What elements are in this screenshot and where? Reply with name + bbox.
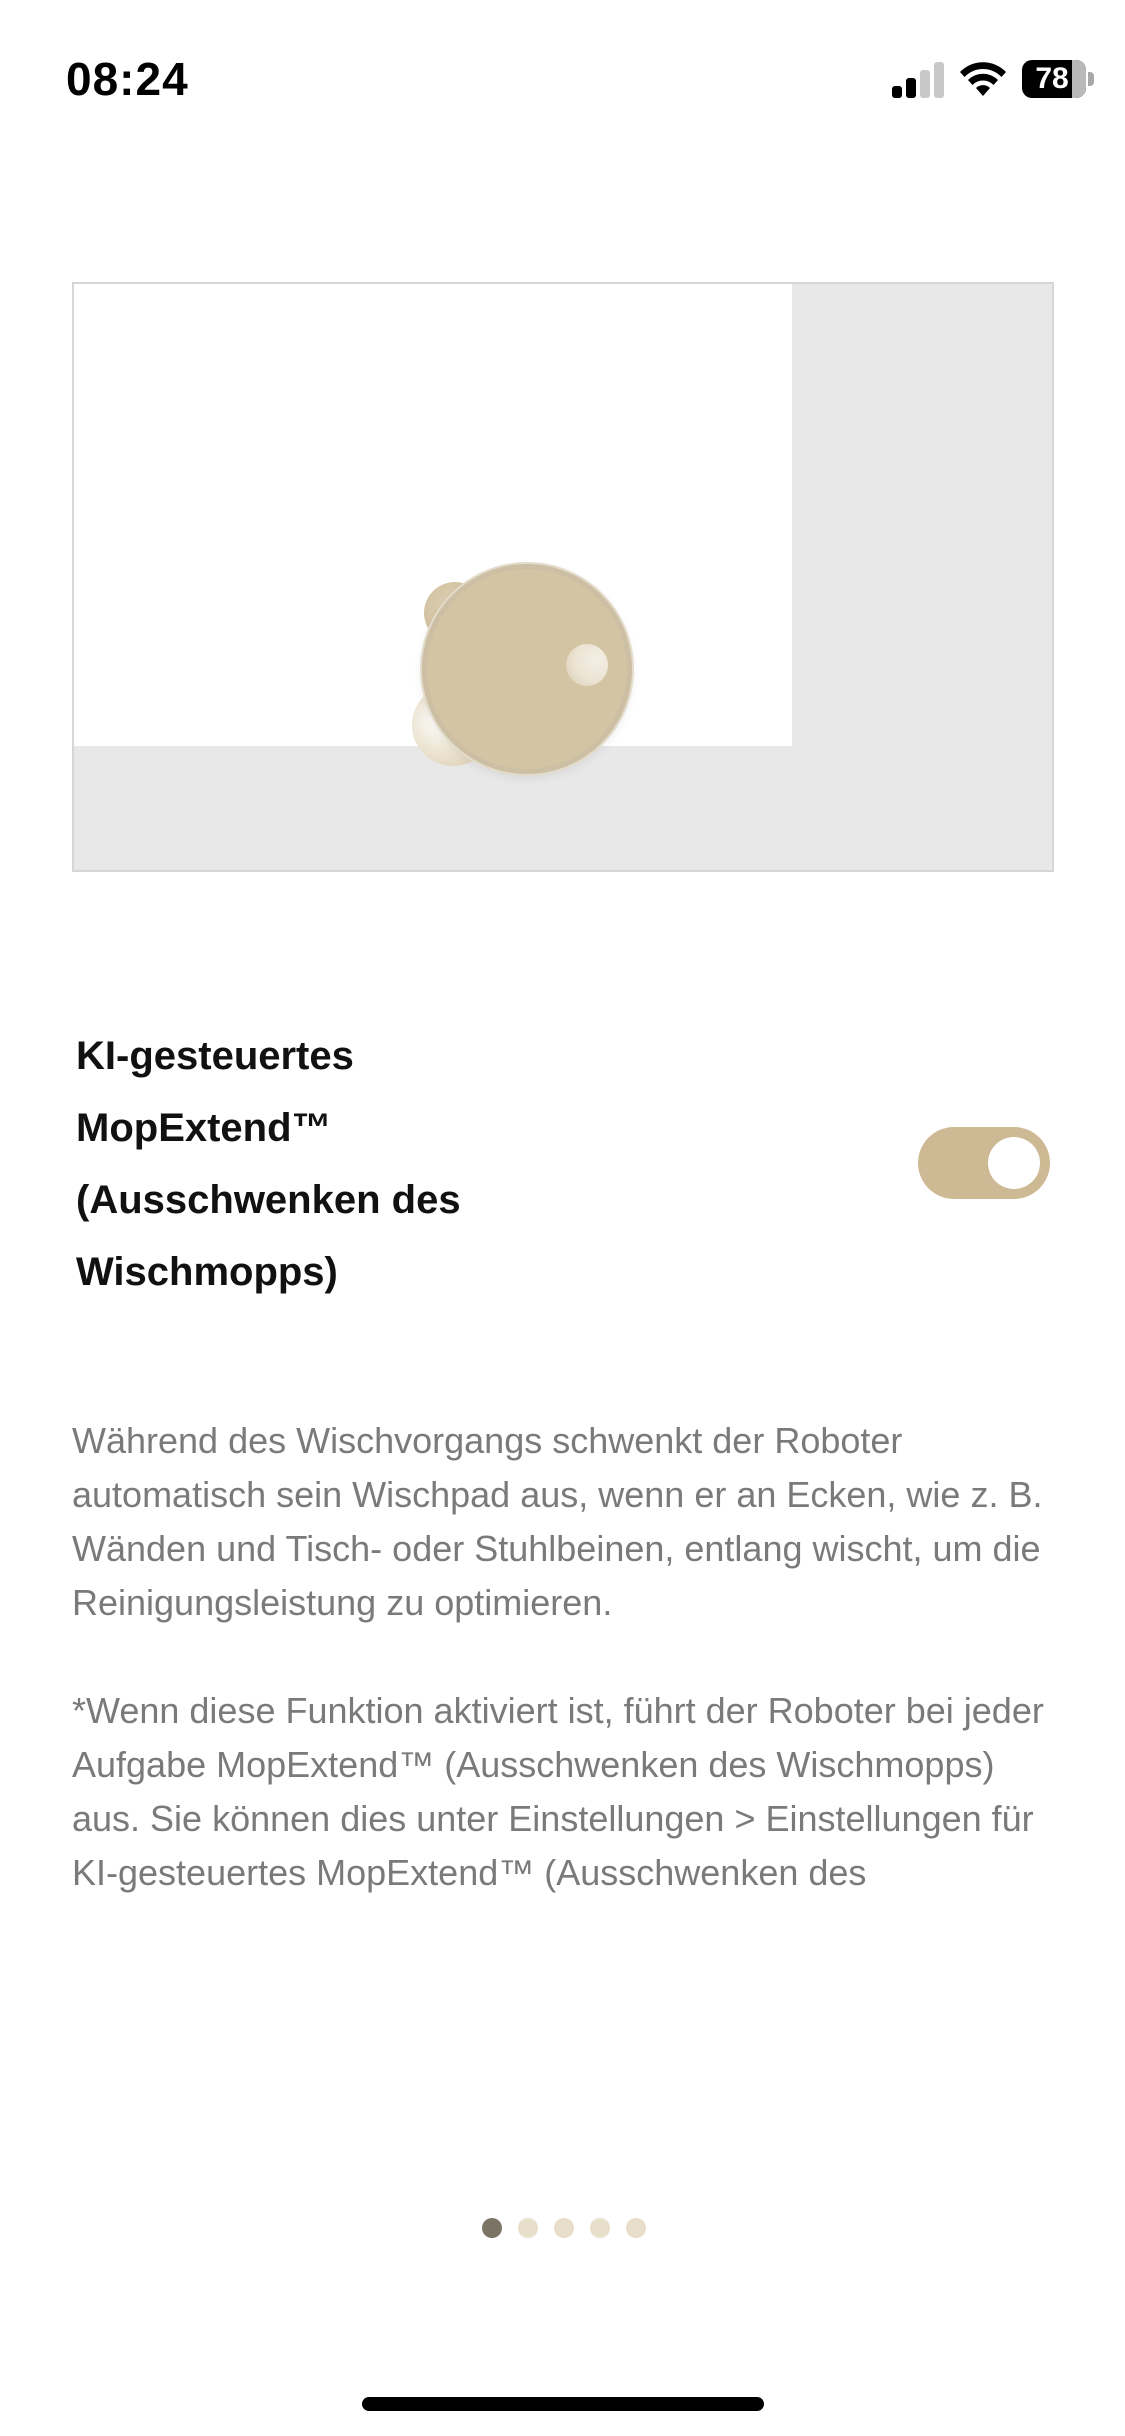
page-dot-1[interactable] <box>482 2218 502 2238</box>
wifi-icon <box>958 58 1008 98</box>
toggle-knob[interactable] <box>988 1137 1040 1189</box>
cellular-signal-icon <box>892 62 944 98</box>
robot-sensor <box>566 644 608 686</box>
page-dot-5[interactable] <box>626 2218 646 2238</box>
robot-vacuum-illustration <box>334 534 594 784</box>
battery-percent: 78 <box>1035 62 1069 95</box>
mopextend-illustration <box>72 282 1054 872</box>
battery-tip <box>1088 72 1094 86</box>
page-dot-3[interactable] <box>554 2218 574 2238</box>
mopextend-toggle[interactable] <box>918 1127 1050 1199</box>
feature-title: KI-gesteuertes MopExtend™ (Ausschwenken des Wischmopps) <box>76 1034 461 1294</box>
battery-icon <box>1022 60 1086 98</box>
status-bar <box>0 0 1125 150</box>
page-dot-2[interactable] <box>518 2218 538 2238</box>
home-indicator[interactable] <box>362 2397 764 2411</box>
page-indicator <box>0 2218 1125 2240</box>
description-paragraph-2: *Wenn diese Funktion aktiviert ist, führt der Roboter bei jeder Aufgabe MopExtend™ (Ausschwenken des Wischmopps) aus. Sie können dies unter Einstellungen > Einstellungen für KI-gesteuertes MopExtend™ (Ausschwenken des <box>72 1690 1044 1893</box>
feature-description <box>72 1414 1052 1972</box>
description-paragraph-1: Während des Wischvorgangs schwenkt der Roboter automatisch sein Wischpad aus, wenn er an Ecken, wie z. B. Wänden und Tisch- oder Stuhlbeinen, entlang wischt, um die Reinigungsleistung zu optimieren. <box>72 1420 1043 1623</box>
page-dot-4[interactable] <box>590 2218 610 2238</box>
status-time: 08:24 <box>66 53 189 105</box>
